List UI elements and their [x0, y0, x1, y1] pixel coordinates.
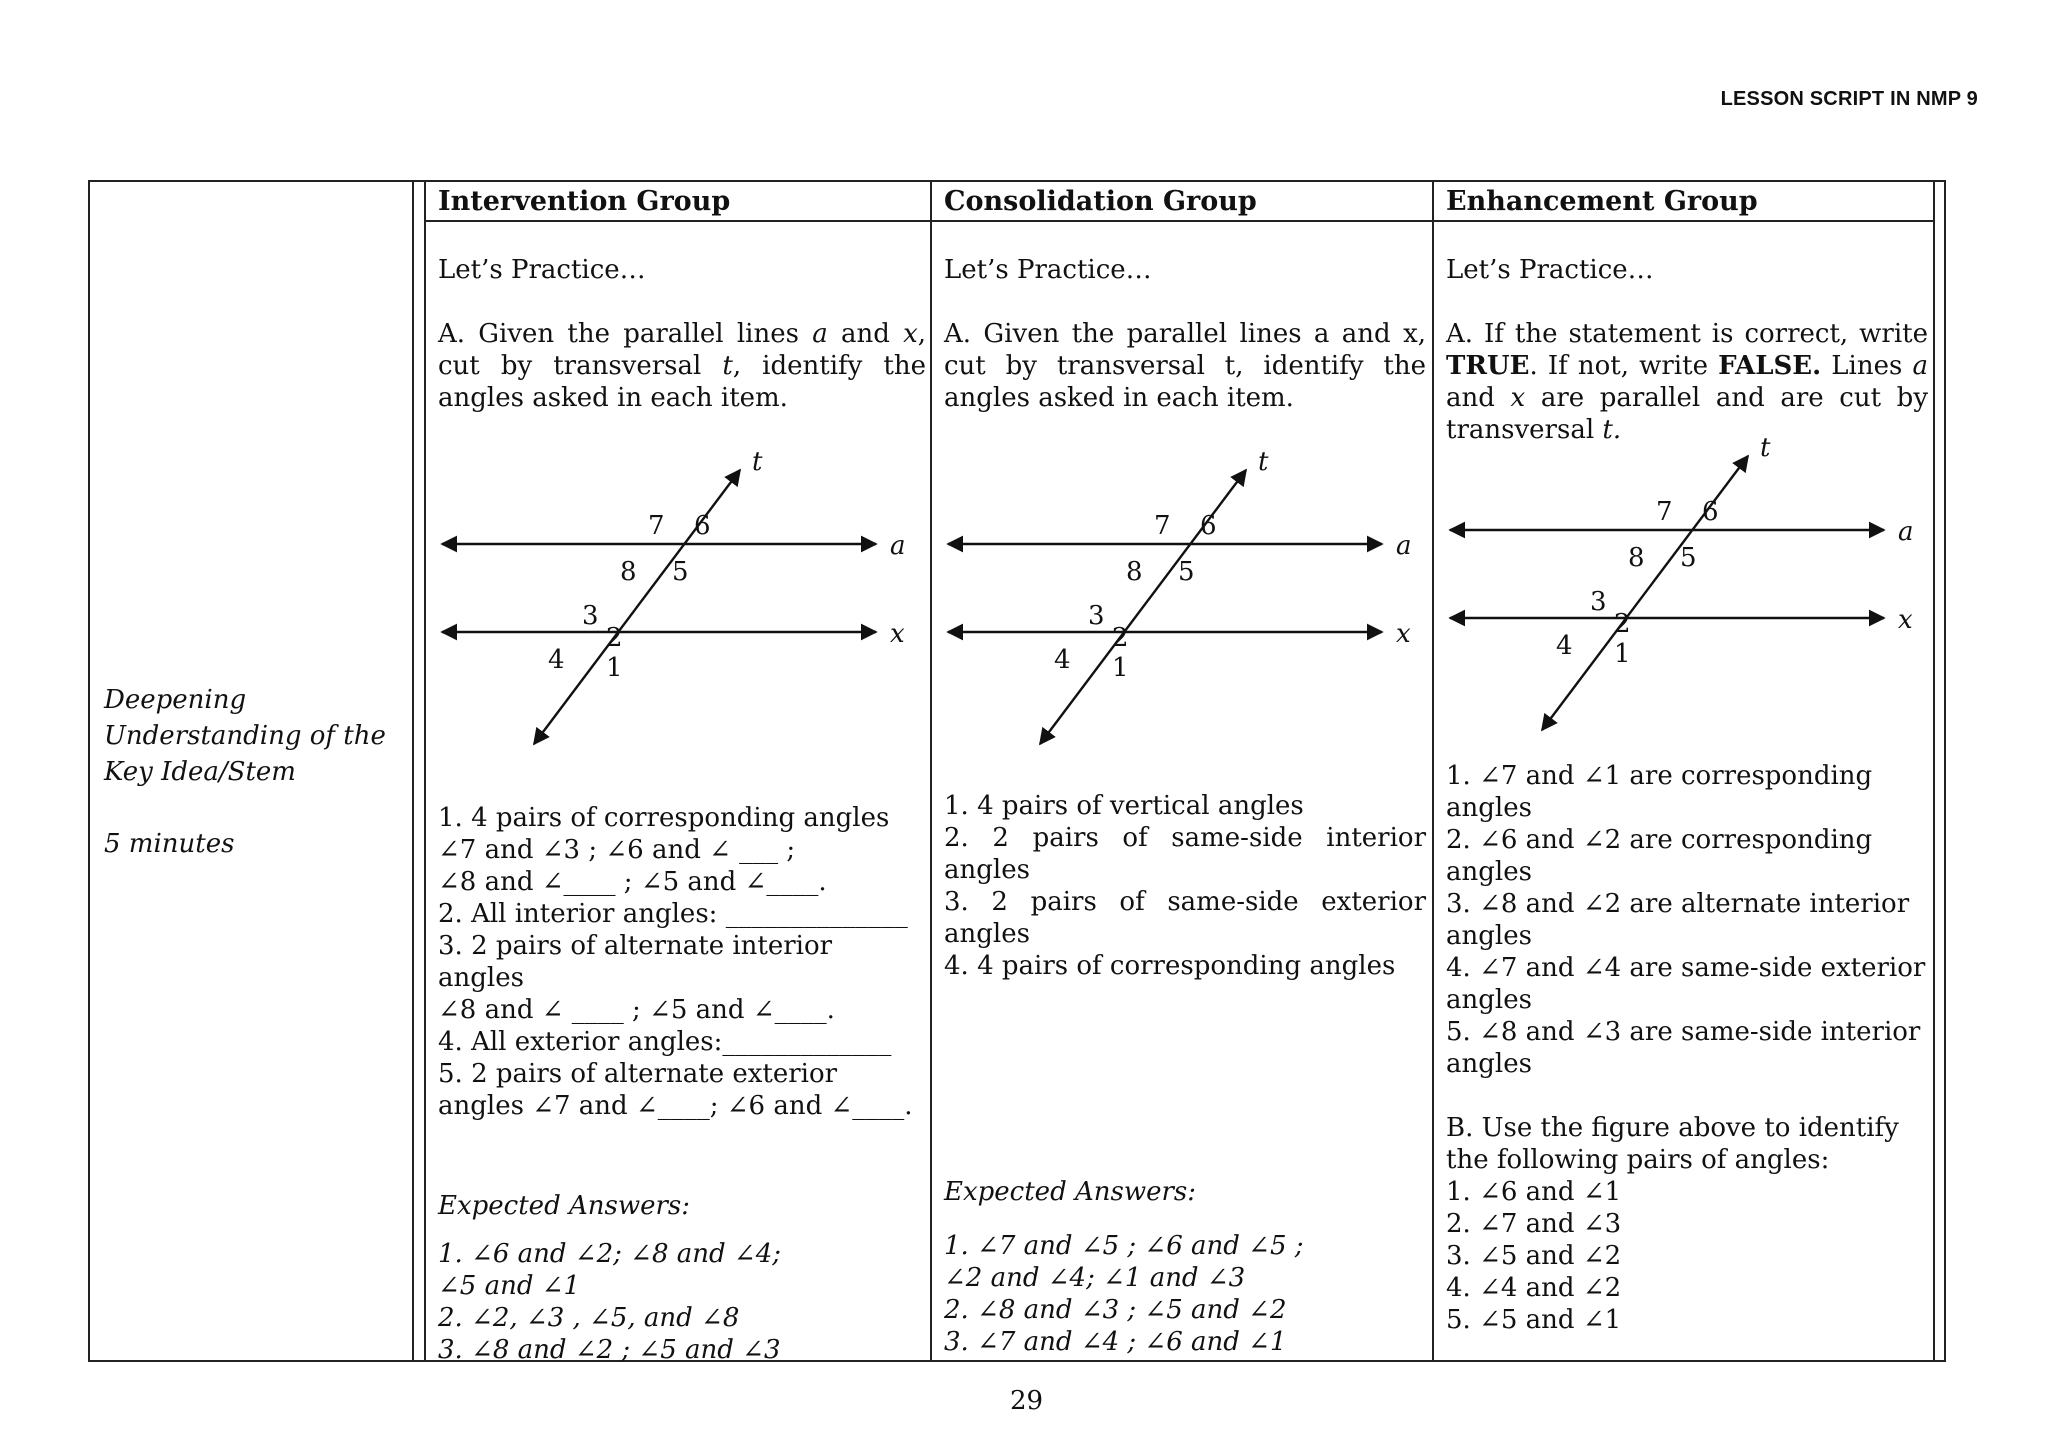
label-t: t — [1258, 447, 1269, 477]
angle-label-7: 7 — [648, 511, 665, 541]
consolidation-heading: Consolidation Group — [944, 186, 1257, 217]
intervention-items — [438, 802, 928, 1122]
parallel-lines-figure — [944, 447, 1412, 782]
list-item: 3. ∠5 and ∠2 — [1446, 1241, 1622, 1271]
list-item: 3. ∠8 and ∠2 are alternate interior angles — [1446, 889, 1910, 951]
divider — [1432, 182, 1434, 1362]
lesson-table — [88, 180, 1946, 1365]
instruction-var: a — [1912, 351, 1929, 381]
divider — [412, 182, 414, 1362]
answer-line: 2. ∠2, ∠3 , ∠5, and ∠8 — [438, 1303, 740, 1333]
intervention-heading: Intervention Group — [438, 186, 731, 217]
list-item: 2. 2 pairs of same-side interior angles — [944, 823, 1426, 885]
list-item: 2. All interior angles: ______________ — [438, 899, 908, 929]
part-b-instruction: B. Use the figure above to identify the following pairs of angles: — [1446, 1113, 1899, 1175]
label-x: x — [890, 619, 905, 649]
instruction-text: . If not, write — [1529, 351, 1708, 381]
label-a: a — [1396, 531, 1412, 561]
duration-label: 5 minutes — [104, 829, 235, 859]
angle-label-8: 8 — [1126, 557, 1143, 587]
list-item: 1. ∠6 and ∠1 — [1446, 1177, 1622, 1207]
angle-label-1: 1 — [1112, 653, 1129, 683]
angle-label-2: 2 — [606, 623, 623, 653]
list-item: 2. ∠6 and ∠2 are corresponding angles — [1446, 825, 1873, 887]
instruction-text: , cut by transversal — [438, 319, 927, 381]
list-item: 5. 2 pairs of alternate exterior — [438, 1059, 838, 1089]
label-t: t — [1760, 433, 1771, 463]
instruction-text: and — [1446, 383, 1495, 413]
list-item: 1. 4 pairs of corresponding angles — [438, 803, 890, 833]
angle-label-3: 3 — [1088, 601, 1105, 631]
angle-label-1: 1 — [606, 653, 623, 683]
page-number: 29 — [1010, 1386, 1044, 1416]
angle-label-2: 2 — [1112, 623, 1129, 653]
list-item: 2. ∠7 and ∠3 — [1446, 1209, 1622, 1239]
enhancement-instruction — [1446, 318, 1928, 446]
answer-line: 3. ∠7 and ∠4 ; ∠6 and ∠1 — [944, 1327, 1287, 1357]
section-label — [104, 682, 386, 862]
label-line: Deepening — [104, 685, 247, 715]
angle-label-4: 4 — [1556, 631, 1573, 661]
intervention-intro: Let’s Practice… — [438, 255, 646, 285]
list-item: ∠7 and ∠3 ; ∠6 and ∠ ___ ; — [438, 835, 796, 865]
label-t: t — [752, 447, 763, 477]
instruction-var: t. — [1602, 415, 1622, 445]
instruction-text: are parallel and are cut by transversal — [1446, 383, 1929, 445]
angle-label-2: 2 — [1614, 609, 1631, 639]
consolidation-items — [944, 790, 1426, 982]
label-line: Understanding of the — [104, 721, 386, 751]
divider — [424, 220, 1934, 222]
consolidation-intro: Let’s Practice… — [944, 255, 1152, 285]
enhancement-items — [1446, 760, 1928, 1080]
angle-label-6: 6 — [1702, 497, 1719, 527]
answer-line: 2. ∠8 and ∠3 ; ∠5 and ∠2 — [944, 1295, 1287, 1325]
label-line: Key Idea/Stem — [104, 757, 296, 787]
instruction-text: Lines — [1821, 351, 1903, 381]
expected-answers-label: Expected Answers: — [944, 1177, 1197, 1207]
list-item: ∠8 and ∠____ ; ∠5 and ∠____. — [438, 867, 827, 897]
angle-label-6: 6 — [1200, 511, 1217, 541]
angle-label-6: 6 — [694, 511, 711, 541]
divider — [1933, 182, 1935, 1362]
answer-line: 3. ∠8 and ∠2 ; ∠5 and ∠3 — [438, 1335, 781, 1365]
instruction-var: a — [812, 319, 828, 349]
intervention-answers — [438, 1238, 781, 1366]
list-item: 4. All exterior angles:_____________ — [438, 1027, 892, 1057]
parallel-lines-figure — [438, 447, 906, 782]
instruction-true: TRUE — [1446, 351, 1530, 381]
angle-label-7: 7 — [1154, 511, 1171, 541]
list-item: 3. 2 pairs of same-side exterior angles — [944, 887, 1426, 949]
expected-answers-label: Expected Answers: — [438, 1191, 691, 1221]
angle-label-8: 8 — [1628, 543, 1645, 573]
angle-label-3: 3 — [582, 601, 599, 631]
list-item: 1. 4 pairs of vertical angles — [944, 791, 1304, 821]
list-item: 5. ∠8 and ∠3 are same-side interior angles — [1446, 1017, 1921, 1079]
consolidation-answers — [944, 1230, 1304, 1358]
instruction-var: x — [903, 319, 918, 349]
page-header: LESSON SCRIPT IN NMP 9 — [1720, 88, 1978, 110]
list-item: 5. ∠5 and ∠1 — [1446, 1305, 1622, 1335]
angle-label-5: 5 — [1680, 543, 1697, 573]
list-item: angles ∠7 and ∠____; ∠6 and ∠____. — [438, 1091, 913, 1121]
list-item: 3. 2 pairs of alternate interior — [438, 931, 833, 961]
angle-label-5: 5 — [1178, 557, 1195, 587]
list-item: angles — [438, 963, 524, 993]
label-a: a — [890, 531, 906, 561]
angle-label-1: 1 — [1614, 639, 1631, 669]
list-item: 1. ∠7 and ∠1 are corresponding angles — [1446, 761, 1873, 823]
divider — [424, 182, 426, 1362]
consolidation-instruction: A. Given the parallel lines a and x, cut by transversal t, identify the angles asked in each item. — [944, 319, 1426, 413]
answer-line: 1. ∠6 and ∠2; ∠8 and ∠4; — [438, 1239, 782, 1269]
enhancement-part-b — [1446, 1112, 1928, 1336]
instruction-text: A. Given the parallel lines — [438, 319, 799, 349]
instruction-false: FALSE. — [1718, 351, 1822, 381]
label-a: a — [1898, 517, 1914, 547]
list-item: 4. ∠7 and ∠4 are same-side exterior angles — [1446, 953, 1926, 1015]
list-item: ∠8 and ∠ ____ ; ∠5 and ∠____. — [438, 995, 835, 1025]
instruction-text: , identify the angles asked in each item. — [438, 351, 926, 413]
label-x: x — [1396, 619, 1411, 649]
label-x: x — [1898, 605, 1913, 635]
enhancement-intro: Let’s Practice… — [1446, 255, 1654, 285]
instruction-text: A. If the statement is correct, write — [1446, 319, 1928, 349]
angle-label-4: 4 — [1054, 645, 1071, 675]
answer-line: ∠2 and ∠4; ∠1 and ∠3 — [944, 1263, 1246, 1293]
enhancement-heading: Enhancement Group — [1446, 186, 1758, 217]
angle-label-8: 8 — [620, 557, 637, 587]
parallel-lines-figure — [1446, 433, 1914, 768]
intervention-instruction — [438, 318, 926, 414]
angle-label-4: 4 — [548, 645, 565, 675]
instruction-text: and — [840, 319, 890, 349]
angle-label-5: 5 — [672, 557, 689, 587]
instruction-var: t — [722, 351, 733, 381]
instruction-var: x — [1510, 383, 1526, 413]
divider — [930, 182, 932, 1362]
angle-label-3: 3 — [1590, 587, 1607, 617]
answer-line: ∠5 and ∠1 — [438, 1271, 581, 1301]
answer-line: 1. ∠7 and ∠5 ; ∠6 and ∠5 ; — [944, 1231, 1304, 1261]
list-item: 4. ∠4 and ∠2 — [1446, 1273, 1622, 1303]
angle-label-7: 7 — [1656, 497, 1673, 527]
list-item: 4. 4 pairs of corresponding angles — [944, 951, 1396, 981]
